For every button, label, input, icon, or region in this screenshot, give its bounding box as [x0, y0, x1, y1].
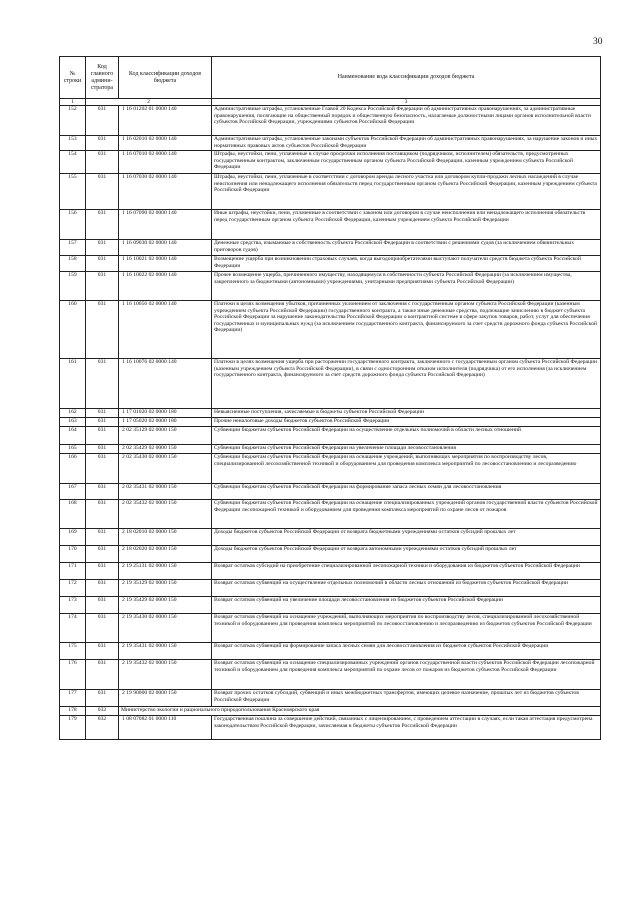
admin-code: 031 [86, 240, 119, 256]
classification-code: 1 17 05020 02 0000 180 [119, 418, 212, 427]
code-name: Штрафы, неустойки, пени, уплаченные в случае просрочки исполнения поставщиком (подрядчиком, исполнителем) обязательств, предусмотренных государственным контрактом, заключенным государственным органом субъекта Российской Федерации, казенным учреждением субъекта Российской Федерации [212, 151, 601, 174]
table-row [60, 359, 601, 409]
row-number: 173 [60, 597, 86, 614]
code-name: Субвенции бюджетам субъектов Российской Федерации на формирование запаса лесных семян для лесовосстановления [212, 484, 601, 500]
admin-code: 031 [86, 151, 119, 174]
page-number: 30 [593, 37, 603, 47]
classification-code: 2 19 35129 02 0000 150 [119, 580, 212, 597]
code-name: Штрафы, неустойки, пени, уплаченные в соответствии с договором аренды лесного участка или договором купли-продажи лесных насаждений в случае неисполнения или ненадлежащего исполнения обязательств перед государственным органом субъекта Российской Федерации, казенным учреждением субъекта Российской Федерации [212, 174, 601, 210]
table-row [60, 418, 601, 427]
admin-code: 031 [86, 301, 119, 359]
header-classification-code: Код классификации доходов бюджета [119, 57, 212, 99]
row-number: 169 [60, 529, 86, 546]
table-row [60, 597, 601, 614]
classification-code: 2 19 35429 02 0000 150 [119, 597, 212, 614]
classification-code: 2 19 25131 02 0000 150 [119, 563, 212, 580]
row-number: 156 [60, 210, 86, 240]
ministry-name: Министерство экологии и рационального природопользования Красноярского края [119, 707, 601, 716]
table-row [60, 272, 601, 301]
classification-code: 2 02 35430 02 0000 150 [119, 454, 212, 484]
admin-code: 031 [86, 272, 119, 301]
table-row [60, 445, 601, 454]
admin-code: 031 [86, 256, 119, 272]
code-name: Платежи в целях возмещения ущерба при расторжении государственного контракта, заключенного с государственным органом субъекта Российской Федерации (казенным учреждением субъекта Российской Федерации), в связи с односторонним отказом исполнителя (подрядчика) от его исполнения (за исключением государственного контракта, финансируемого за счет средств дорожного фонда субъекта Российской Федерации) [212, 359, 601, 409]
admin-code: 031 [86, 409, 119, 418]
code-name: Субвенции бюджетам субъектов Российской Федерации на оснащение учреждений, выполняющих мероприятия по воспроизводству лесов, специализированной лесохозяйственной техникой и оборудованием для проведения комплекса мероприятий по лесовосстановлению и лесоразведению [212, 454, 601, 484]
code-name: Возврат остатков субвенций на увеличение площади лесовосстановления из бюджетов субъектов Российской Федерации [212, 597, 601, 614]
row-number: 177 [60, 690, 86, 707]
classification-code: 1 16 09030 02 0000 140 [119, 240, 212, 256]
code-name: Субвенции бюджетам субъектов Российской Федерации на осуществление отдельных полномочий в области лесных отношений [212, 427, 601, 445]
table-row [60, 136, 601, 151]
classification-code: 1 16 07010 02 0000 140 [119, 151, 212, 174]
table-row [60, 106, 601, 136]
table-row [60, 240, 601, 256]
classification-code: 1 17 01020 02 0000 180 [119, 409, 212, 418]
row-number: 162 [60, 409, 86, 418]
classification-code: 2 19 90000 02 0000 150 [119, 690, 212, 707]
column-number-2: 2 [86, 99, 212, 106]
row-number: 166 [60, 454, 86, 484]
admin-code: 031 [86, 597, 119, 614]
row-number: 172 [60, 580, 86, 597]
classification-code: 2 19 35432 02 0000 150 [119, 660, 212, 690]
table-body [60, 106, 601, 740]
admin-code: 031 [86, 427, 119, 445]
classification-code: 2 19 35431 02 0000 150 [119, 643, 212, 660]
row-number: 155 [60, 174, 86, 210]
row-number: 175 [60, 643, 86, 660]
row-number: 158 [60, 256, 86, 272]
table-row [60, 546, 601, 563]
admin-code: 031 [86, 563, 119, 580]
table-row [60, 614, 601, 643]
code-name: Субвенции бюджетам субъектов Российской Федерации на увеличение площади лесовосстановления [212, 445, 601, 454]
classification-code: 1 16 07030 02 0000 140 [119, 174, 212, 210]
column-number-1: 1 [60, 99, 86, 106]
table-row [60, 301, 601, 359]
code-name: Возврат остатков субвенций на формирование запаса лесных семян для лесовосстановления из бюджетов субъектов Российской Федерации [212, 643, 601, 660]
table-row [60, 660, 601, 690]
code-name: Возврат остатков субсидий на приобретение специализированной лесопожарной техники и оборудования из бюджетов субъектов Российской Федерации [212, 563, 601, 580]
code-name: Государственная пошлина за совершение действий, связанных с лицензированием, с проведением аттестации в случаях, если такая аттестация предусмотрена законодательством Российской Федерации, зачисляемая в бюджеты субъектов Российской Федерации [212, 716, 601, 740]
row-number: 159 [60, 272, 86, 301]
code-name: Возврат прочих остатков субсидий, субвенций и иных межбюджетных трансфертов, имеющих целевое назначение, прошлых лет из бюджетов субъектов Российской Федерации [212, 690, 601, 707]
admin-code: 031 [86, 484, 119, 500]
code-name: Денежные средства, изымаемые в собственность субъекта Российской Федерации в соответствии с решениями судов (за исключением обвинительных приговоров судов) [212, 240, 601, 256]
code-name: Административные штрафы, установленные Главой 20 Кодекса Российской Федерации об административных правонарушениях, за административные правонарушения, посягающие на общественный порядок и общественную безопасность, налагаемые должностными лицами органов исполнительной власти субъектов Российской Федерации, учреждениями субъектов Российской Федерации [212, 106, 601, 136]
income-classification-table [59, 56, 601, 740]
admin-code: 031 [86, 418, 119, 427]
code-name: Невыясненные поступления, зачисляемые в бюджеты субъектов Российской Федерации [212, 409, 601, 418]
table-row [60, 690, 601, 707]
column-number-3: 3 [212, 99, 601, 106]
row-number: 176 [60, 660, 86, 690]
table-row [60, 174, 601, 210]
code-name: Доходы бюджетов субъектов Российской Федерации от возврата бюджетными учреждениями остатков субсидий прошлых лет [212, 529, 601, 546]
admin-code: 031 [86, 210, 119, 240]
row-number: 178 [60, 707, 86, 716]
row-number: 160 [60, 301, 86, 359]
code-name: Субвенции бюджетам субъектов Российской Федерации на оснащение специализированных учреждений органов государственной власти субъектов Российской Федерации лесопожарной техникой и оборудованием для проведения комплекса мероприятий по охране лесов от пожаров [212, 500, 601, 529]
row-number: 179 [60, 716, 86, 740]
code-name: Платежи в целях возмещения убытков, причиненных уклонением от заключения с государственным органом субъекта Российской Федерации (казенным учреждением субъекта Российской Федерации) государственного контракта, а также иные денежные средства, подлежащие зачислению в бюджет субъекта Российской Федерации за нарушение законодательства Российской Федерации о контрактной системе в сфере закупок товаров, работ, услуг для обеспечения государственных и муниципальных нужд (за исключением государственного контракта, финансируемого за счет средств дорожного фонда субъекта Российской Федерации) [212, 301, 601, 359]
row-number: 152 [60, 106, 86, 136]
admin-code: 032 [86, 707, 119, 716]
header-code-name: Наименование кода классификации доходов бюджета [212, 57, 601, 99]
classification-code: 2 02 35429 02 0000 150 [119, 445, 212, 454]
code-name: Возмещение ущерба при возникновении страховых случаев, когда выгодоприобретателями выступают получатели средств бюджета субъекта Российской Федерации [212, 256, 601, 272]
admin-code: 031 [86, 643, 119, 660]
table-row [60, 409, 601, 418]
row-number: 163 [60, 418, 86, 427]
admin-code: 032 [86, 716, 119, 740]
admin-code: 031 [86, 106, 119, 136]
admin-code: 031 [86, 614, 119, 643]
code-name: Иные штрафы, неустойки, пени, уплаченные в соответствии с законом или договором в случае неисполнения или ненадлежащего исполнения обязательств перед государственным органом субъекта Российской Федерации, казенным учреждением субъекта Российской Федерации [212, 210, 601, 240]
header-admin-code: Код главного админи-стратора [86, 57, 119, 99]
admin-code: 031 [86, 546, 119, 563]
table-row [60, 427, 601, 445]
classification-code: 1 08 07082 01 0000 110 [119, 716, 212, 740]
code-name: Доходы бюджетов субъектов Российской Федерации от возврата автономными учреждениями остатков субсидий прошлых лет [212, 546, 601, 563]
classification-code: 2 02 35129 02 0000 150 [119, 427, 212, 445]
classification-code: 1 16 10021 02 0000 140 [119, 256, 212, 272]
classification-code: 1 16 10022 02 0000 140 [119, 272, 212, 301]
admin-code: 031 [86, 359, 119, 409]
code-name: Административные штрафы, установленные законами субъектов Российской Федерации об административных правонарушениях, за нарушение законов и иных нормативных правовых актов субъектов Российской Федерации [212, 136, 601, 151]
row-number: 167 [60, 484, 86, 500]
table-row [60, 210, 601, 240]
row-number: 164 [60, 427, 86, 445]
classification-code: 1 16 10076 02 0000 140 [119, 359, 212, 409]
classification-code: 2 19 35430 02 0000 150 [119, 614, 212, 643]
row-number: 157 [60, 240, 86, 256]
row-number: 161 [60, 359, 86, 409]
table-row [60, 256, 601, 272]
classification-code: 2 18 02010 02 0000 150 [119, 529, 212, 546]
classification-code: 1 16 02010 02 0000 140 [119, 136, 212, 151]
admin-code: 031 [86, 136, 119, 151]
code-name: Возврат остатков субвенций на оснащение учреждений, выполняющих мероприятия по воспроизводству лесов, специализированной лесохозяйственной техникой и оборудованием для проведения комплекса мероприятий по лесовосстановлению и лесоразведению из бюджетов субъектов Российской Федерации [212, 614, 601, 643]
table-row [60, 484, 601, 500]
admin-code: 031 [86, 529, 119, 546]
admin-code: 031 [86, 500, 119, 529]
table-row [60, 563, 601, 580]
admin-code: 031 [86, 660, 119, 690]
classification-code: 2 02 35432 02 0000 150 [119, 500, 212, 529]
table-row [60, 500, 601, 529]
code-name: Возврат остатков субвенций на оснащение специализированных учреждений органов государственной власти субъектов Российской Федерации лесопожарной техникой и оборудованием для проведения комплекса мероприятий по охране лесов от пожаров из бюджетов субъектов Российской Федерации [212, 660, 601, 690]
row-number: 154 [60, 151, 86, 174]
classification-code: 1 16 07090 02 0000 140 [119, 210, 212, 240]
classification-code: 1 16 10056 02 0000 140 [119, 301, 212, 359]
table-row [60, 716, 601, 740]
admin-code: 031 [86, 580, 119, 597]
code-name: Прочее возмещение ущерба, причиненного имуществу, находящемуся в собственности субъекта Российской Федерации (за исключением имущества, закрепленного за бюджетными (автономными) учреждениями, унитарными предприятиями субъекта Российской Федерации) [212, 272, 601, 301]
code-name: Возврат остатков субвенций на осуществление отдельных полномочий в области лесных отношений из бюджетов субъектов Российской Федерации [212, 580, 601, 597]
header-row-number: № строки [60, 57, 86, 99]
admin-code: 031 [86, 174, 119, 210]
classification-code: 1 16 01202 01 0000 140 [119, 106, 212, 136]
code-name: Прочие неналоговые доходы бюджетов субъектов Российской Федерации [212, 418, 601, 427]
row-number: 165 [60, 445, 86, 454]
admin-code: 031 [86, 690, 119, 707]
table-row [60, 454, 601, 484]
table-row [60, 580, 601, 597]
classification-code: 2 18 02020 02 0000 150 [119, 546, 212, 563]
row-number: 170 [60, 546, 86, 563]
row-number: 174 [60, 614, 86, 643]
admin-code: 031 [86, 445, 119, 454]
table-row [60, 529, 601, 546]
ministry-row [60, 707, 601, 716]
row-number: 168 [60, 500, 86, 529]
admin-code: 031 [86, 454, 119, 484]
table-row [60, 151, 601, 174]
table-row [60, 643, 601, 660]
row-number: 153 [60, 136, 86, 151]
row-number: 171 [60, 563, 86, 580]
classification-code: 2 02 35431 02 0000 150 [119, 484, 212, 500]
